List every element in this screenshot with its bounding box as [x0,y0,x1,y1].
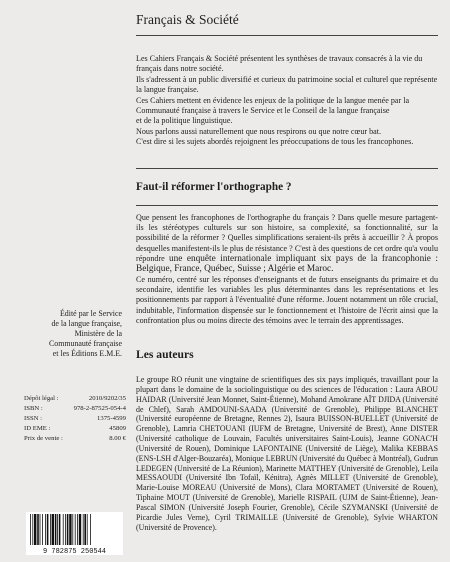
barcode-bar [90,514,91,545]
authors-heading: Les auteurs [136,348,194,361]
isbn-barcode [26,512,123,555]
biblio-row [24,404,126,414]
intro-paragraph: Ces Cahiers mettent en évidence les enjeux de la politique de la langue menée par la Communauté française à travers le Service et le Conseil de la langue française [136,95,410,116]
divider [136,205,438,206]
book-title: Faut-il réformer l'orthographe ? [136,181,292,193]
barcode-bar [42,514,43,545]
authors-text: Le groupe RO réunit une vingtaine de scientifiques des six pays impliqués, travaillant pour la plupart dans le domaine de la sociolinguistique ou des sciences de l'éducation : Laura ABOU HAIDAR (Université Jean Monnet, Saint-Étienne), Mohand Amokrane AÏT DJIDA (Université de Chlef), Sarah AMDOUNI-SAADA (Université de Grenoble), Philippe BLANCHET (Université européenne de Bretagne, Rennes 2), Isaura BUISSON-BUELLET (Université de Grenoble), Lamria CHETOUANI (IUFM de Bretagne, Université de Brest), Anne DISTER (Université catholique de Louvain, Facultés universitaires Saint-Louis), Jeanne GONAC'H (Université de Rouen), Dominique LAFONTAINE (Université de Liège), Malika KEBBAS (ENS-LSH d'Alger-Bouzaréa), Monique LEBRUN (Université du Québec à Montréal), Gudrun LEDEGEN (Université de La Réunion), Marinette MATTHEY (Université de Grenoble), Leila MESSAOUDI (Université Ibn Tofaïl, Kénitra), Agnès MILLET (Université de Grenoble), Marie-Louise MOREAU (Université de Mons), Clara MORTAMET (Université de Rouen), Tiphaine MOUT (Université de Grenoble), Marielle RISPAIL (UJM de Saint-Étienne), Jean-Pascal SIMON (Université Joseph Fourier, Grenoble), Cécile SZYMANSKI (Université de Picardie Jules Verne), Cyril TRIMAILLE (Université de Grenoble), Sylvie WHARTON (Université de Provence). [136,375,438,532]
biblio-row [24,434,126,444]
barcode-bar [50,514,51,545]
publisher-line: de la langue française, [51,319,122,329]
biblio-row [24,424,126,434]
intro-paragraph: et de la politique linguistique. [136,116,233,126]
biblio-label: ISSN : [24,415,43,422]
publisher-line: Ministère de la [74,329,122,339]
barcode-bar [65,514,66,545]
series-title: Français & Société [136,12,239,27]
biblio-label: ISBN : [24,405,43,412]
series-intro [136,54,438,148]
biblio-value: 45809 [109,425,126,432]
publisher-line: Communauté française [49,339,122,349]
barcode-bar [84,514,86,545]
intro-paragraph: Ils s'adressent à un public diversifié et curieux du patrimoine social et culturel que représente la langue française. [136,74,438,95]
book-description [136,213,438,326]
description-paragraph [136,213,438,275]
biblio-value: 2010/9202/35 [88,395,126,402]
biblio-value: 8.00 € [109,435,126,442]
barcode-bar [47,514,49,545]
barcode-bar [40,514,41,545]
barcode-bar [79,514,81,545]
barcode-bar [63,514,64,545]
publisher-line: et les Éditions E.M.E. [52,349,122,359]
barcode-bar [32,514,33,545]
publisher-note [14,309,122,359]
barcode-bar [69,514,71,545]
barcode-bar [37,514,39,545]
publisher-line: Édité par le Service [59,309,122,318]
divider [136,35,438,36]
biblio-row [24,394,126,404]
intro-paragraph: Nous parlons aussi naturellement que nous respirons ou que notre cœur bat. [136,126,382,136]
barcode-bar [75,514,76,545]
biblio-label: Prix de vente : [24,435,63,442]
biblio-label: ID EME : [24,425,51,432]
barcode-bar [77,514,78,545]
barcode-number: 9 782875 250544 [42,548,107,555]
barcode-bar [55,514,57,545]
barcode-bar [67,514,69,545]
intro-paragraph: Les Cahiers Français & Société présentent les synthèses de travaux consacrés à la vie du français dans notre société. [136,54,423,74]
barcode-bar [57,514,58,545]
bibliographic-info [24,394,126,444]
barcode-bar [34,514,36,545]
biblio-label: Dépôt légal : [24,395,59,402]
biblio-value: 978-2-87525-054-4 [73,405,126,412]
barcode-bar [45,514,46,545]
biblio-value: 1375-4599 [97,415,126,422]
barcode-bar [52,514,54,545]
barcode-graphic [26,512,123,555]
description-paragraph: Ce numéro, centré sur les réponses d'enseignants et de futurs enseignants du primaire et du secondaire, identifie les variables les plus déterminantes dans les représentations et les positionnements par rapport à l'éventualité d'une réforme. Jouent notamment un rôle crucial, indubitable, l'information dispensée sur le fonctionnement et l'histoire de l'écrit ainsi que la confrontation plus ou moins directe des témoins avec le terrain des apprentissages. [136,275,438,325]
barcode-bar [83,514,84,545]
divider [136,168,438,169]
intro-paragraph: C'est dire si les sujets abordés rejoignent les préoccupations de tous les francophones. [136,137,414,147]
description-highlight: une enquête internationale impliquant six pays de la francophonie : Belgique, France, Québec, Suisse ; Algérie et Maroc. [136,253,438,275]
barcode-bar [72,514,73,545]
biblio-row [24,414,126,424]
description-text: Que pensent les francophones de l'orthographe du français ? Dans quelle mesure partagent-ils les stéréotypes culturels sur son histoire, sa complexité, sa fonctionnalité, sur la possibilité de la réformer ? Quelles simplifications seraient-ils prêts à accueillir ? À propos desquelles manifestent-ils le plus de résistance ? C'est à des questions de cet ordre qu'a voulu répondre [136,213,438,263]
barcode-bar [59,514,61,545]
barcode-bar [87,514,88,545]
barcode-bar [30,514,31,545]
